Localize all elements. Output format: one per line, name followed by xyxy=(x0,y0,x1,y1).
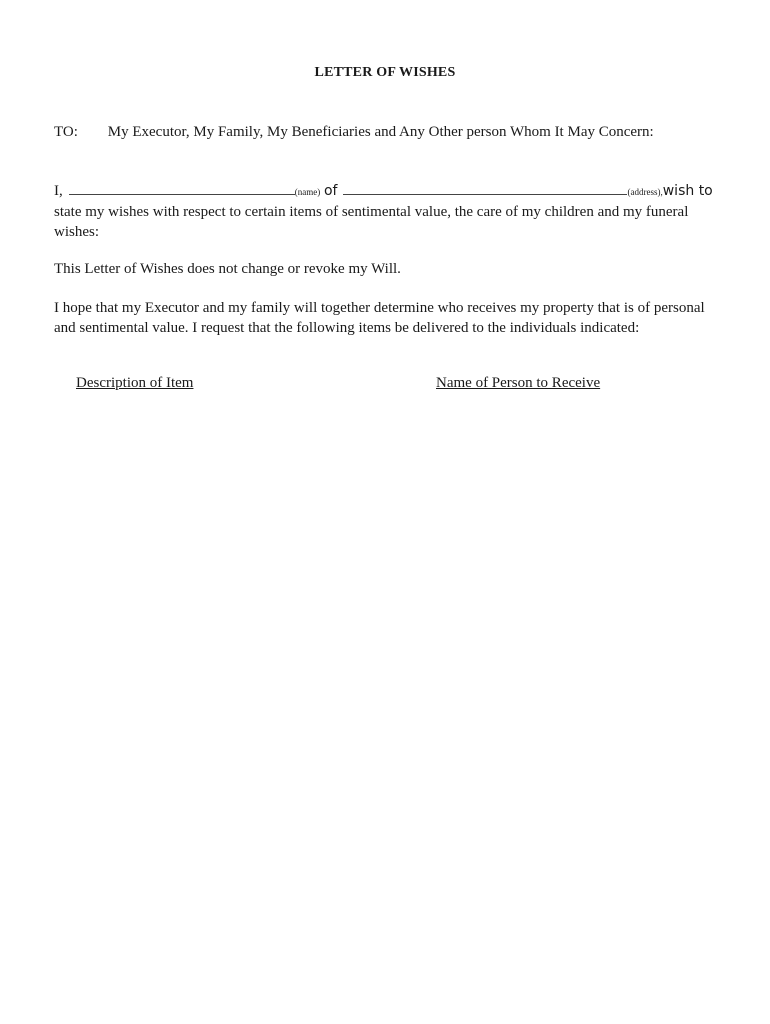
no-change-paragraph: This Letter of Wishes does not change or revoke my Will. xyxy=(54,261,401,277)
of-word: of xyxy=(323,183,338,199)
name-hint: (name) xyxy=(294,187,321,197)
intro-continuation: state my wishes with respect to certain items of sentimental value, the care of my children and my funeral wishes: xyxy=(54,204,689,240)
recipient-column-header: Name of Person to Receive xyxy=(436,375,601,391)
intro-paragraph xyxy=(54,181,714,242)
document-title: LETTER OF WISHES xyxy=(314,65,456,80)
address-blank-field[interactable] xyxy=(343,182,627,195)
wish-to-text: wish to xyxy=(662,183,713,199)
intro-first-line xyxy=(54,181,714,202)
addressee-line xyxy=(54,124,654,141)
name-blank-field[interactable] xyxy=(69,182,295,195)
i-label: I, xyxy=(54,183,63,199)
addressee-text: My Executor, My Family, My Beneficiaries and Any Other person Whom It May Concern: xyxy=(107,124,654,140)
to-label: TO: xyxy=(54,124,78,140)
address-hint: (address), xyxy=(627,187,663,197)
hope-paragraph: I hope that my Executor and my family will together determine who receives my property that is of personal and sentimental value. I request that the following items be delivered to the individuals indicated: xyxy=(54,300,705,336)
description-column-header: Description of Item xyxy=(76,375,194,391)
